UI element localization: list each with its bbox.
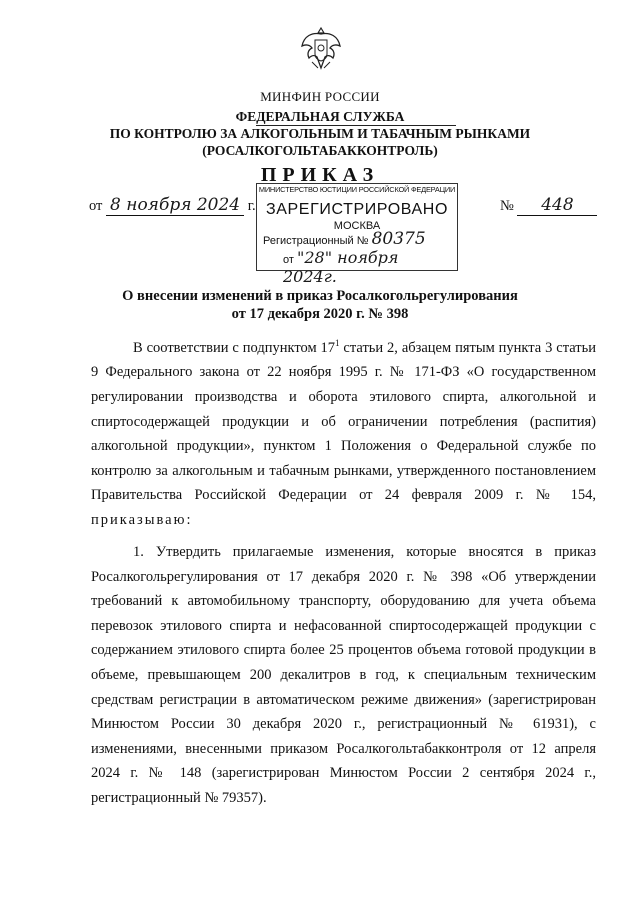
preamble-superscript: 1 <box>335 338 340 348</box>
preamble-order-word: приказываю <box>91 511 187 528</box>
stamp-registered-label: ЗАРЕГИСТРИРОВАНО <box>266 201 448 218</box>
agency-line-3: (РОСАЛКОГОЛЬТАБАККОНТРОЛЬ) <box>202 143 438 158</box>
clause-1-paragraph <box>91 540 596 811</box>
preamble-end: : <box>186 511 191 528</box>
preamble-text-1: В соответствии с подпунктом 17 <box>133 339 336 356</box>
stamp-date-prefix: от <box>283 254 294 266</box>
preamble-paragraph <box>91 331 596 533</box>
agency-line-2: ПО КОНТРОЛЮ ЗА АЛКОГОЛЬНЫМ И ТАБАЧНЫМ РЫНКАМИ <box>109 126 531 141</box>
clause-1-text: 1. Утвердить прилагаемые изменения, которые вносятся в приказ Росалкогольрегулирования от 17 декабря 2020 г. № 398 «Об утверждении требований к автомобильному транспорту, оборудованию для учета объема перевозок этилового спирта и нефасованной спиртосодержащей продукции с содержанием этилового спирта более 25 процентов объема готовой продукции в объеме, превышающем 200 декалитров в год, к специальным техническим средствам регистрации в автоматическом режиме движения» (зарегистрирован Минюстом России 30 декабря 2020 г., регистрационный № 61931), с изменениями, внесенными приказом Росалкогольтабакконтроля от 12 апреля 2024 г. № 148 (зарегистрирован Минюстом России 2 сентября 2024 г., регистрационный № 79357). <box>91 544 596 806</box>
document-type: ПРИКАЗ <box>260 164 380 186</box>
order-date-suffix: г. <box>247 198 256 214</box>
agency-name <box>0 108 640 159</box>
order-number <box>500 195 597 216</box>
preamble-text-2: статьи 2, абзацем пятым пункта 3 статьи 9 Федерального закона от 22 ноября 1995 г. № 171-ФЗ «О государственном регулировании производства и оборота этилового спирта, алкогольной и спиртосодержащей продукции и об ограничении потребления (распития) алкогольной продукции», пунктом 1 Положения о Федеральной службе по контролю за алкогольным и табачным рынками, утвержденного постановлением Правительства Российской Федерации от 24 февраля 2009 г. № 154, <box>91 339 596 504</box>
agency-line-1: ФЕДЕРАЛЬНАЯ СЛУЖБА <box>235 109 405 124</box>
order-number-value: 448 <box>517 195 597 216</box>
document-title <box>0 287 640 323</box>
stamp-reg-number-line <box>263 229 426 249</box>
stamp-date-line <box>283 248 457 286</box>
stamp-ministry-line: МИНИСТЕРСТВО ЮСТИЦИИ РОССИЙСКОЙ ФЕДЕРАЦИИ <box>258 185 456 194</box>
stamp-reg-number: 80375 <box>371 229 426 249</box>
title-line-2: от 17 декабря 2020 г. № 398 <box>231 306 409 322</box>
title-line-1: О внесении изменений в приказ Росалкогольрегулирования <box>122 288 518 304</box>
order-number-prefix: № <box>500 198 514 214</box>
order-date-prefix: от <box>89 198 103 214</box>
order-date <box>89 195 256 216</box>
state-emblem-icon <box>298 24 344 74</box>
order-date-value: 8 ноября 2024 <box>106 195 244 216</box>
stamp-crossing-line <box>256 125 456 126</box>
stamp-city: МОСКВА <box>333 220 381 232</box>
stamp-date-value: "28" ноября 2024г. <box>283 248 399 286</box>
stamp-reg-label: Регистрационный № <box>263 235 369 247</box>
registration-stamp <box>256 183 458 286</box>
ministry-name: МИНФИН РОССИИ <box>260 89 380 104</box>
